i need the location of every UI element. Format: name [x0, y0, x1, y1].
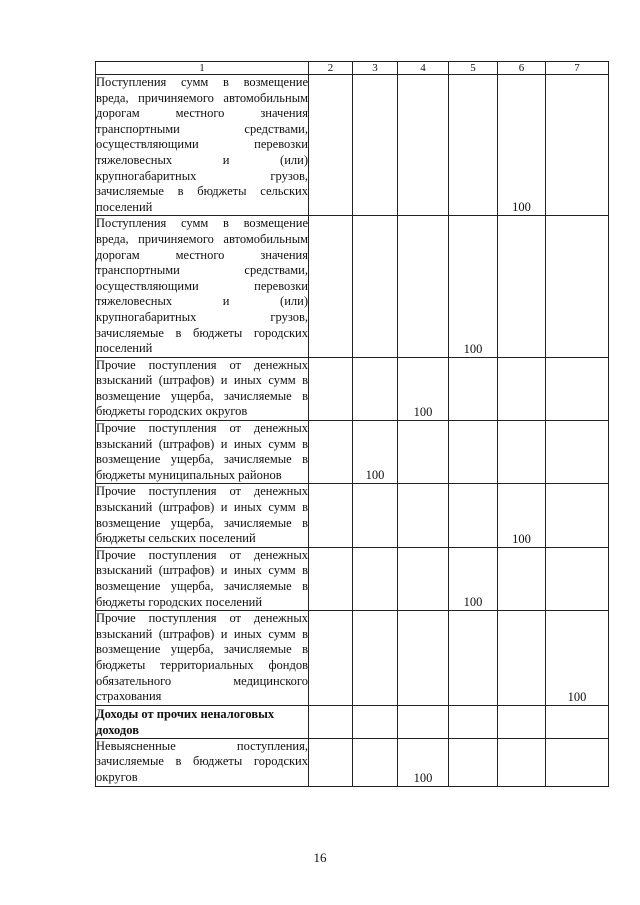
- value-cell: 100: [498, 75, 546, 216]
- value-cell: [546, 547, 609, 610]
- column-header: 3: [353, 62, 398, 75]
- value-cell: [309, 357, 353, 420]
- value-cell: [498, 705, 546, 738]
- value-cell: [546, 484, 609, 547]
- value-cell: [498, 547, 546, 610]
- section-heading-row: [96, 705, 609, 738]
- value-cell: [353, 75, 398, 216]
- value-cell: [449, 75, 498, 216]
- value-cell: [398, 705, 449, 738]
- row-description: Прочие поступления от денежных взысканий (штрафов) и иных сумм в возмещение ущерба, зачисляемые в бюджеты муниципальных районов: [96, 421, 309, 484]
- page-number: 16: [313, 850, 327, 865]
- value-cell: [309, 705, 353, 738]
- value-cell: [353, 484, 398, 547]
- column-header: 2: [309, 62, 353, 75]
- value-cell: [498, 357, 546, 420]
- table-row: [96, 357, 609, 420]
- column-header: 4: [398, 62, 449, 75]
- table-row: [96, 611, 609, 706]
- value-cell: [309, 484, 353, 547]
- table-row: [96, 216, 609, 357]
- value-cell: [449, 357, 498, 420]
- value-cell: [353, 705, 398, 738]
- value-cell: [398, 75, 449, 216]
- value-cell: 100: [449, 216, 498, 357]
- value-cell: [498, 216, 546, 357]
- row-description: Поступления сумм в возмещение вреда, причиняемого автомобильным дорогам местного значения транспортными средствами, осуществляющими перевозки тяжеловесных и (или) крупногабаритных грузов, зачисляемые в бюджеты сельских поселений: [96, 75, 309, 216]
- value-cell: [309, 738, 353, 786]
- column-header: 1: [96, 62, 309, 75]
- value-cell: 100: [398, 738, 449, 786]
- value-cell: [449, 421, 498, 484]
- column-header: 6: [498, 62, 546, 75]
- table-row: [96, 484, 609, 547]
- table-row: [96, 738, 609, 786]
- value-cell: [546, 216, 609, 357]
- value-cell: 100: [449, 547, 498, 610]
- value-cell: [398, 547, 449, 610]
- table-row: [96, 75, 609, 216]
- table-row: [96, 547, 609, 610]
- revenue-distribution-table: [95, 61, 609, 787]
- header-row: [96, 62, 609, 75]
- value-cell: [309, 421, 353, 484]
- column-header: 7: [546, 62, 609, 75]
- value-cell: [546, 421, 609, 484]
- value-cell: [398, 216, 449, 357]
- value-cell: [498, 738, 546, 786]
- row-description: Прочие поступления от денежных взысканий (штрафов) и иных сумм в возмещение ущерба, зачисляемые в бюджеты городских поселений: [96, 547, 309, 610]
- value-cell: [309, 216, 353, 357]
- row-description: Прочие поступления от денежных взысканий (штрафов) и иных сумм в возмещение ущерба, зачисляемые в бюджеты городских округов: [96, 357, 309, 420]
- value-cell: [309, 611, 353, 706]
- value-cell: [498, 611, 546, 706]
- value-cell: [398, 611, 449, 706]
- row-description: Невыясненные поступления, зачисляемые в бюджеты городских округов: [96, 738, 309, 786]
- value-cell: 100: [546, 611, 609, 706]
- value-cell: [449, 705, 498, 738]
- value-cell: [398, 484, 449, 547]
- value-cell: 100: [353, 421, 398, 484]
- value-cell: 100: [398, 357, 449, 420]
- value-cell: [498, 421, 546, 484]
- row-description: Прочие поступления от денежных взысканий (штрафов) и иных сумм в возмещение ущерба, зачисляемые в бюджеты территориальных фондов обязательного медицинского страхования: [96, 611, 309, 706]
- table-row: [96, 421, 609, 484]
- row-description: Прочие поступления от денежных взысканий (штрафов) и иных сумм в возмещение ущерба, зачисляемые в бюджеты сельских поселений: [96, 484, 309, 547]
- value-cell: [309, 547, 353, 610]
- value-cell: [546, 738, 609, 786]
- value-cell: [353, 216, 398, 357]
- value-cell: [398, 421, 449, 484]
- value-cell: [353, 547, 398, 610]
- value-cell: [449, 484, 498, 547]
- row-description: Поступления сумм в возмещение вреда, причиняемого автомобильным дорогам местного значения транспортными средствами, осуществляющими перевозки тяжеловесных и (или) крупногабаритных грузов, зачисляемые в бюджеты городских поселений: [96, 216, 309, 357]
- value-cell: [449, 738, 498, 786]
- value-cell: [353, 738, 398, 786]
- value-cell: [353, 357, 398, 420]
- value-cell: [546, 357, 609, 420]
- value-cell: [309, 75, 353, 216]
- value-cell: [546, 705, 609, 738]
- value-cell: [449, 611, 498, 706]
- section-heading: Доходы от прочих неналоговых доходов: [96, 705, 309, 738]
- value-cell: [353, 611, 398, 706]
- value-cell: 100: [498, 484, 546, 547]
- value-cell: [546, 75, 609, 216]
- column-header: 5: [449, 62, 498, 75]
